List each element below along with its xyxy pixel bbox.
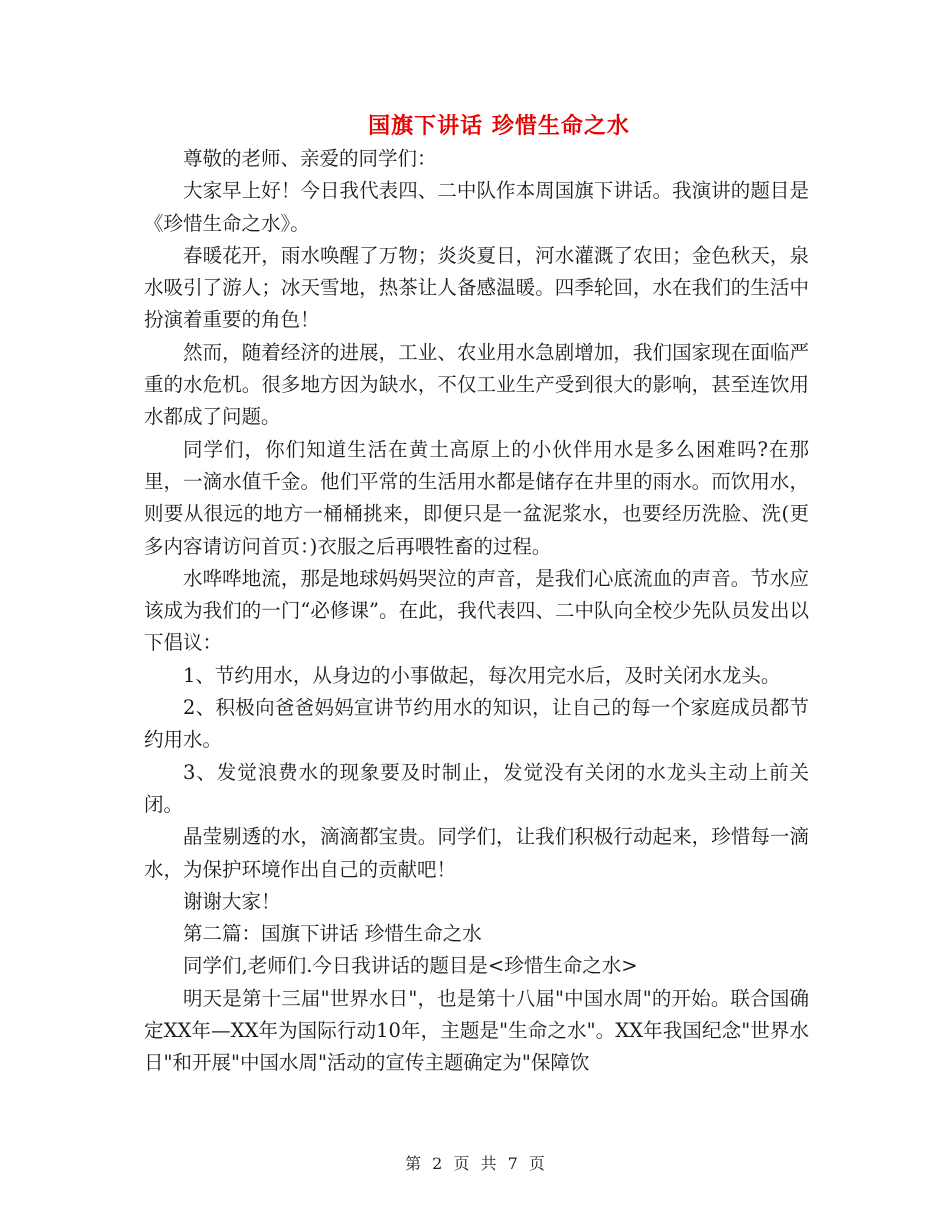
paragraph-greeting: 尊敬的老师、亲爱的同学们： bbox=[183, 147, 437, 170]
paragraph-thanks: 谢谢大家！ bbox=[183, 889, 281, 913]
paragraph: 水哗哗地流，那是地球妈妈哭泣的声音，是我们心底流血的声音。节水应该成为我们的一门“必修课”。在此，我代表四、二中队向全校少先队员发出以下倡议： bbox=[144, 566, 809, 655]
page-number: 第 2 页 共 7 页 bbox=[405, 1154, 545, 1173]
proposal-item-2: 2、积极向爸爸妈妈宣讲节约用水的知识，让自己的每一个家庭成员都节约用水。 bbox=[144, 696, 809, 752]
proposal-item-3: 3、发觉浪费水的现象要及时制止，发觉没有关闭的水龙头主动上前关闭。 bbox=[144, 760, 809, 816]
document-title: 国旗下讲话 珍惜生命之水 bbox=[368, 114, 630, 139]
paragraph: 同学们，你们知道生活在黄土高原上的小伙伴用水是多么困难吗?在那里，一滴水值千金。他们平常的生活用水都是储存在井里的雨水。而饮用水，则要从很远的地方一桶桶挑来，即便只是一盆泥浆水，也要经历洗脸、洗(更多内容请访问首页：)衣服之后再喂牲畜的过程。 bbox=[144, 437, 809, 558]
paragraph: 春暖花开，雨水唤醒了万物；炎炎夏日，河水灌溉了农田；金色秋天，泉水吸引了游人；冰天雪地，热茶让人备感温暖。四季轮回，水在我们的生活中扮演着重要的角色！ bbox=[144, 243, 809, 332]
paragraph: 同学们,老师们.今日我讲话的题目是<珍惜生命之水> bbox=[183, 954, 638, 978]
section-heading: 第二篇：国旗下讲话 珍惜生命之水 bbox=[183, 922, 482, 946]
paragraph: 晶莹剔透的水，滴滴都宝贵。同学们，让我们积极行动起来，珍惜每一滴水，为保护环境作出自己的贡献吧！ bbox=[144, 825, 809, 881]
proposal-item-1: 1、节约用水，从身边的小事做起，每次用完水后，及时关闭水龙头。 bbox=[183, 663, 781, 687]
paragraph: 大家早上好！今日我代表四、二中队作本周国旗下讲话。我演讲的题目是《珍惜生命之水》。 bbox=[144, 179, 809, 235]
paragraph: 明天是第十三届"世界水日"，也是第十八届"中国水周"的开始。联合国确定XX年—XX年为国际行动10年，主题是"生命之水"。XX年我国纪念"世界水日"和开展"中国水周"活动的宣传主题确定为"保障饮 bbox=[144, 986, 809, 1075]
document-body bbox=[144, 143, 809, 1080]
paragraph: 然而，随着经济的进展，工业、农业用水急剧增加，我们国家现在面临严重的水危机。很多地方因为缺水，不仅工业生产受到很大的影响，甚至连饮用水都成了问题。 bbox=[144, 340, 809, 429]
